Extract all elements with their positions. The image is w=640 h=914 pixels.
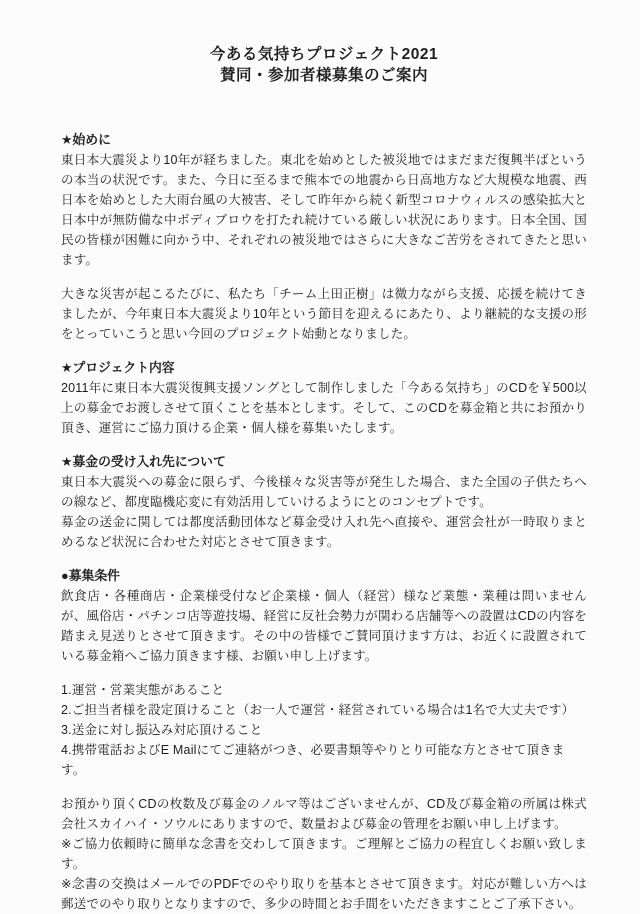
section-intro (61, 130, 587, 344)
title-line-2: 賛同・参加者様募集のご案内 (219, 67, 428, 84)
section-recruitment-conditions-heading: ●募集条件 (61, 568, 120, 583)
project-details-paragraph: 2011年に東日本大震災復興支援ソングとして制作しました「今ある気持ち」のCDを￥500以上の募金でお渡しさせて頂くことを基本とします。そして、このCDを募金箱と共にお預かり頂き、運営にご協力頂ける企業・個人様を募集いたします。 (61, 381, 587, 435)
section-intro-heading: ★始めに (61, 132, 111, 147)
intro-paragraph-1: 東日本大震災より10年が経ちました。東北を始めとした被災地ではまだまだ復興半ばというの本当の状況です。また、今日に至るまで熊本での地震から日高地方など大規模な地震、西日本を始めとした大雨台風の大被害、そして昨年から続く新型コロナウィルスの感染拡大と日本中が無防備な中ボディブロウを打たれ続けている厳しい状況にあります。日本全国、国民の皆様が困難に向かう中、それぞれの被災地ではさらに大きなご苦労をされてきたと思います。 (61, 153, 587, 267)
intro-paragraph-2: 大きな災害が起こるたびに、私たち「チーム上田正樹」は微力ながら支援、応援を続けてきましたが、今年東日本大震災より10年という節目を迎えるにあたり、より継続的な支援の形をとっていこうと思い今回のプロジェクト始動となりました。 (61, 287, 587, 341)
donation-destination-paragraph-2: 募金の送金に関しては都度活動団体など募金受け入れ先へ直接や、運営会社が一時取りまとめるなど状況に合わせた対応とさせて頂きます。 (61, 515, 587, 549)
section-recruitment-conditions (61, 566, 587, 666)
section-donation-destination-heading: ★募金の受け入れ先について (61, 454, 226, 469)
section-notes (61, 794, 587, 914)
notes-paragraph-2: ※ご協力依頼時に簡単な念書を交わして頂きます。ご理解とご協力の程宜しくお願い致します。 (61, 837, 587, 871)
section-project-details (61, 358, 587, 438)
notes-paragraph-3: ※念書の交換はメールでのPDFでのやり取りを基本とさせて頂きます。対応が難しい方へは郵送でのやり取りとなりますので、多少の時間とお手間をいただきますことご了承下さい。 (61, 877, 587, 911)
notes-paragraph-1: お預かり頂くCDの枚数及び募金のノルマ等はございませんが、CD及び募金箱の所属は株式会社スカイハイ・ソウルにありますので、数量および募金の管理をお願い申し上げます。 (61, 797, 587, 831)
document-title (61, 44, 587, 86)
section-project-details-heading: ★プロジェクト内容 (61, 360, 175, 375)
condition-item-4: 4.携帯電話およびE Mailにてご連絡がつき、必要書類等やりとり可能な方とさせて頂きます。 (61, 743, 565, 777)
donation-destination-paragraph-1: 東日本大震災への募金に限らず、今後様々な災害等が発生した場合、また全国の子供たちへの線など、都度臨機応変に有効活用していけるようにとのコンセプトです。 (61, 475, 587, 509)
condition-item-1: 1.運営・営業実態があること (61, 683, 225, 697)
section-donation-destination (61, 452, 587, 552)
section-condition-list (61, 680, 587, 780)
condition-item-3: 3.送金に対し振込み対応頂けること (61, 723, 263, 737)
recruitment-conditions-paragraph: 飲食店・各種商店・企業様受付など企業様・個人（経営）様など業態・業種は問いませんが、風俗店・パチンコ店等遊技場、経営に反社会勢力が関わる店舗等への設置はCDの内容を踏まえ見送りとさせて頂きます。その中の皆様でご賛同頂けます方は、お近くに設置されている募金箱へご協力頂きます様、お願い申し上げます。 (61, 589, 587, 663)
condition-item-2: 2.ご担当者様を設定頂けること（お一人で運営・経営されている場合は1名で大丈夫です） (61, 703, 575, 717)
title-line-1: 今ある気持ちプロジェクト2021 (209, 46, 439, 63)
